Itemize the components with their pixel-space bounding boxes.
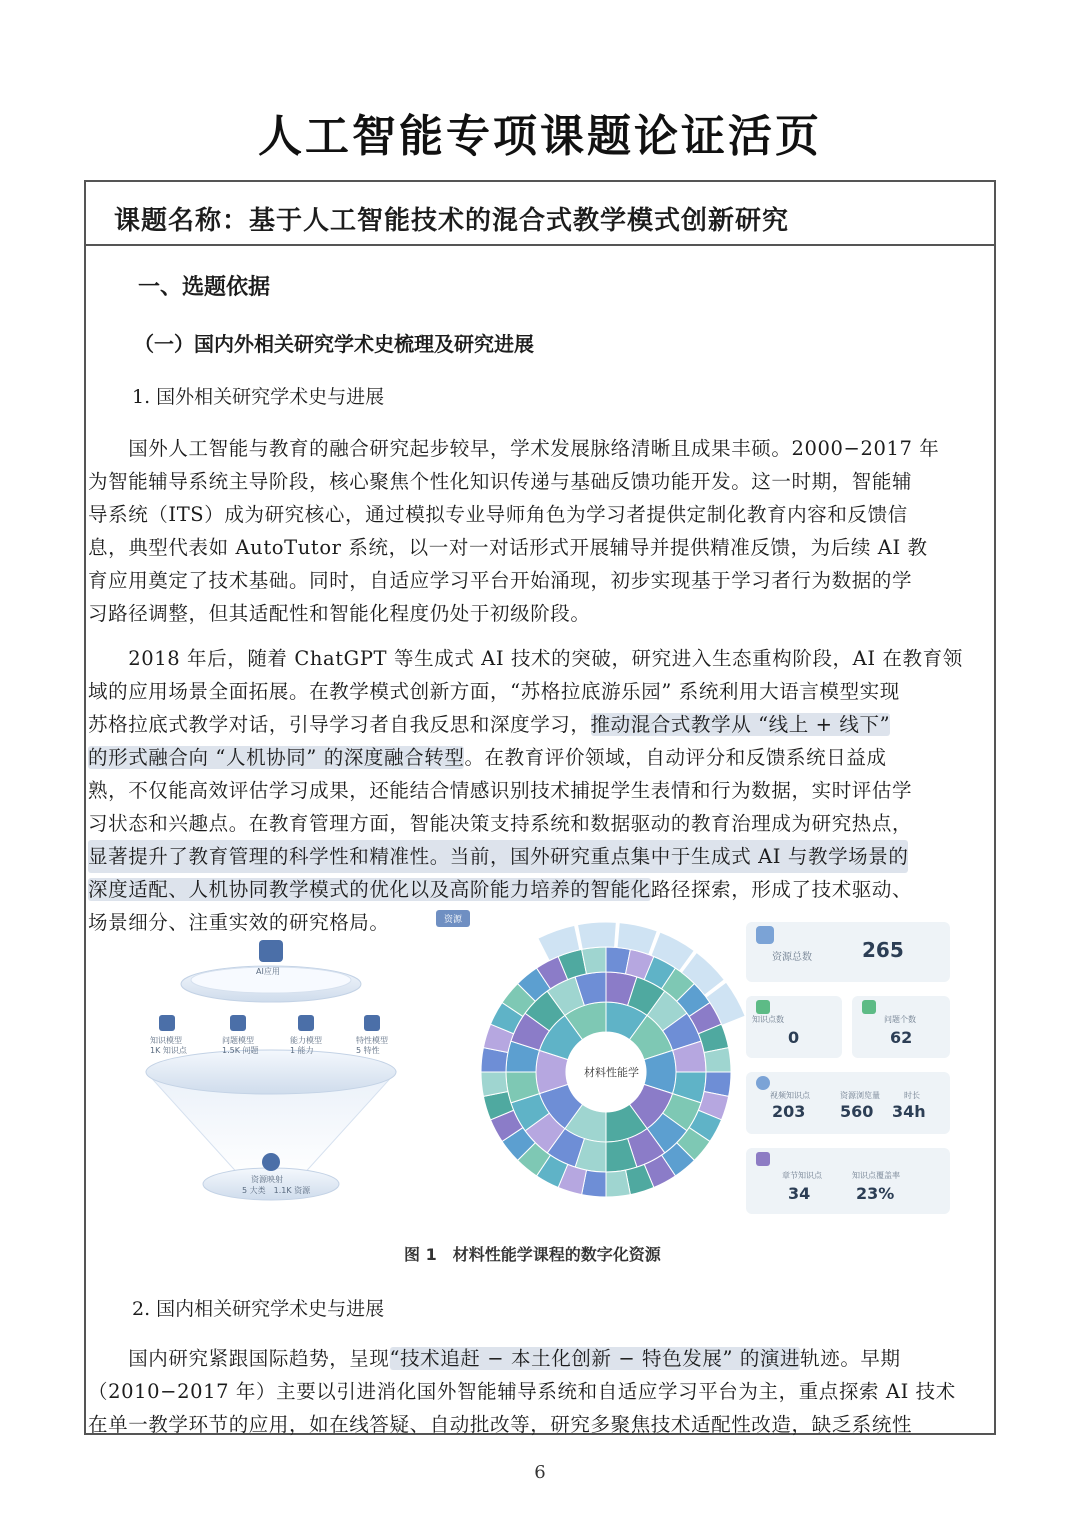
- stat-card: [852, 996, 950, 1058]
- model-sub: 1K 知识点: [150, 1046, 187, 1055]
- text-line: 息，典型代表如 AutoTutor 系统，以一对一对话形式开展辅导并提供精准反馈，为后续 AI 教: [88, 536, 928, 559]
- sunburst-segment: [606, 1170, 630, 1197]
- domestic-research-heading: 2. 国内相关研究学术史与进展: [132, 1298, 385, 1320]
- highlighted-text: 推动混合式教学从 “线上 + 线下”: [590, 713, 891, 736]
- text-span: 路径探索，形成了技术驱动、: [650, 878, 913, 901]
- text-line: 为智能辅导系统主导阶段，核心聚焦个性化知识传递与基础反馈功能开发。这一时期，智能辅: [88, 470, 913, 493]
- text-line: 育应用奠定了技术基础。同时，自适应学习平台开始涌现，初步实现基于学习者行为数据的学: [88, 569, 913, 592]
- model-label: 知识模型: [150, 1036, 182, 1045]
- sunburst-segment: [582, 947, 606, 974]
- stat-value: 34h: [892, 1102, 926, 1121]
- stat-value: 34: [788, 1184, 811, 1203]
- resource-badge: 资源: [436, 910, 470, 927]
- text-line: 在单一教学环节的应用，如在线答疑、自动批改等，研究多聚焦技术适配性改造，缺乏系统性: [88, 1413, 913, 1436]
- text-line: 习状态和兴趣点。在教育管理方面，智能决策支持系统和数据驱动的教育治理成为研究热点，: [88, 812, 913, 835]
- sunburst-segment: [704, 1048, 731, 1072]
- stat-cards: [746, 922, 956, 1232]
- model-sub: 1 能力: [290, 1046, 314, 1055]
- center-label: 材料性能学: [584, 1066, 639, 1079]
- highlighted-text: 显著提升了教育管理的科学性和精准性。当前，国外研究重点集中于生成式 AI 与教学场景的: [88, 840, 908, 873]
- figure-caption-text: 材料性能学课程的数字化资源: [452, 1245, 661, 1264]
- ability-icon: [298, 1015, 314, 1031]
- text-line: （2010−2017 年）主要以引进消化国外智能辅导系统和自适应学习平台为主，重点探索 AI 技术: [88, 1380, 956, 1403]
- model-label: 问题模型: [222, 1036, 254, 1045]
- leaf-icon: [756, 1000, 770, 1014]
- section-heading: 一、选题依据: [138, 275, 271, 300]
- text-line: 导系统（ITS）成为研究核心，通过模拟专业导师角色为学习者提供定制化教育内容和反馈信: [88, 503, 908, 526]
- stat-label: 章节知识点: [782, 1171, 822, 1180]
- stat-value: 560: [840, 1102, 874, 1121]
- model-sub: 1.5K 问题: [222, 1046, 259, 1055]
- subsection-heading: （一）国内外相关研究学术史梳理及研究进展: [134, 332, 534, 356]
- text-line: [88, 873, 992, 906]
- text-line: 域的应用场景全面拓展。在教学模式创新方面，“苏格拉底游乐园” 系统利用大语言模型实现: [88, 680, 900, 703]
- text-line: [88, 708, 992, 741]
- figure-number: 图 1: [404, 1245, 437, 1264]
- sunburst-outer-segment: [577, 922, 616, 949]
- feature-icon: [364, 1015, 380, 1031]
- topic-row: [86, 182, 994, 246]
- knowledge-icon: [159, 1015, 175, 1031]
- stat-value: 203: [772, 1102, 806, 1121]
- ai-application-diagram: [126, 922, 416, 1232]
- model-sub: 5 特性: [356, 1046, 380, 1055]
- leaf-icon: [862, 1000, 876, 1014]
- stat-value: 23%: [856, 1184, 895, 1203]
- sunburst-segment: [481, 1072, 508, 1096]
- stat-card-coverage: [746, 1148, 950, 1214]
- stat-label: 资源总数: [772, 952, 812, 963]
- document-title: 人工智能专项课题论证活页: [258, 111, 822, 162]
- stat-value: 0: [788, 1028, 800, 1047]
- stat-card-total: [746, 922, 950, 982]
- highlighted-text: 的形式融合向 “人机协同” 的深度融合转型: [88, 746, 465, 769]
- model-label: 特性模型: [356, 1036, 388, 1045]
- content-frame: [84, 180, 996, 1435]
- stat-label: 视频知识点: [770, 1091, 810, 1100]
- stat-value: 265: [862, 938, 904, 962]
- stat-label: 知识点数: [752, 1015, 784, 1024]
- stat-label: 问题个数: [884, 1015, 916, 1024]
- question-icon: [230, 1015, 246, 1031]
- stack-icon: [756, 926, 774, 944]
- text-span: 国内研究紧跟国际趋势，呈现: [88, 1347, 390, 1370]
- highlighted-text: 深度适配、人机协同教学模式的优化以及高阶能力培养的智能化: [88, 878, 651, 901]
- topic-name: 课题名称：基于人工智能技术的混合式教学模式创新研究: [114, 206, 790, 236]
- model-label: 能力模型: [290, 1036, 322, 1045]
- video-icon: [756, 1076, 770, 1090]
- text-span: 。在教育评价领域，自动评分和反馈系统日益成: [464, 746, 887, 769]
- resource-icon: [262, 1153, 280, 1171]
- stat-card-video: [746, 1072, 950, 1134]
- paragraph-foreign-2: [88, 642, 992, 939]
- paragraph-domestic: [88, 1342, 992, 1441]
- sunburst-chart: [444, 915, 756, 1232]
- stat-card: [746, 996, 842, 1058]
- text-line: [88, 1342, 992, 1375]
- chart-icon: [756, 1152, 770, 1166]
- stat-label: 资源浏览量: [840, 1091, 880, 1100]
- ai-app-label: AI应用: [256, 967, 280, 976]
- page-number: 6: [534, 1462, 546, 1483]
- text-span: 苏格拉底式教学对话，引导学习者自我反思和深度学习，: [88, 713, 591, 736]
- resource-map-label: 资源映射: [251, 1175, 283, 1184]
- stat-value: 62: [890, 1028, 913, 1047]
- text-line: 熟，不仅能高效评估学习成果，还能结合情感识别技术捕捉学生表情和行为数据，实时评估学: [88, 779, 913, 802]
- paragraph-foreign-1: [88, 432, 992, 630]
- computer-icon: [259, 940, 283, 962]
- text-line: 习路径调整，但其适配性和智能化程度仍处于初级阶段。: [88, 602, 591, 625]
- text-line: 2018 年后，随着 ChatGPT 等生成式 AI 技术的突破，研究进入生态重构阶段，AI 在教育领: [88, 647, 963, 670]
- text-span: 轨迹。早期: [800, 1347, 901, 1370]
- text-line: 国外人工智能与教育的融合研究起步较早，学术发展脉络清晰且成果丰硕。2000−2017 年: [88, 437, 940, 460]
- text-line: 场景细分、注重实效的研究格局。: [88, 911, 390, 934]
- resource-map-sub: 5 大类 1.1K 资源: [242, 1186, 311, 1195]
- foreign-research-heading: 1. 国外相关研究学术史与进展: [132, 386, 385, 408]
- figure-caption: [404, 1242, 677, 1265]
- text-line: [88, 741, 992, 774]
- stat-label: 时长: [904, 1091, 920, 1100]
- highlighted-text: “技术追赶 − 本土化创新 − 特色发展” 的演进: [389, 1347, 801, 1370]
- stat-label: 知识点覆盖率: [852, 1171, 900, 1180]
